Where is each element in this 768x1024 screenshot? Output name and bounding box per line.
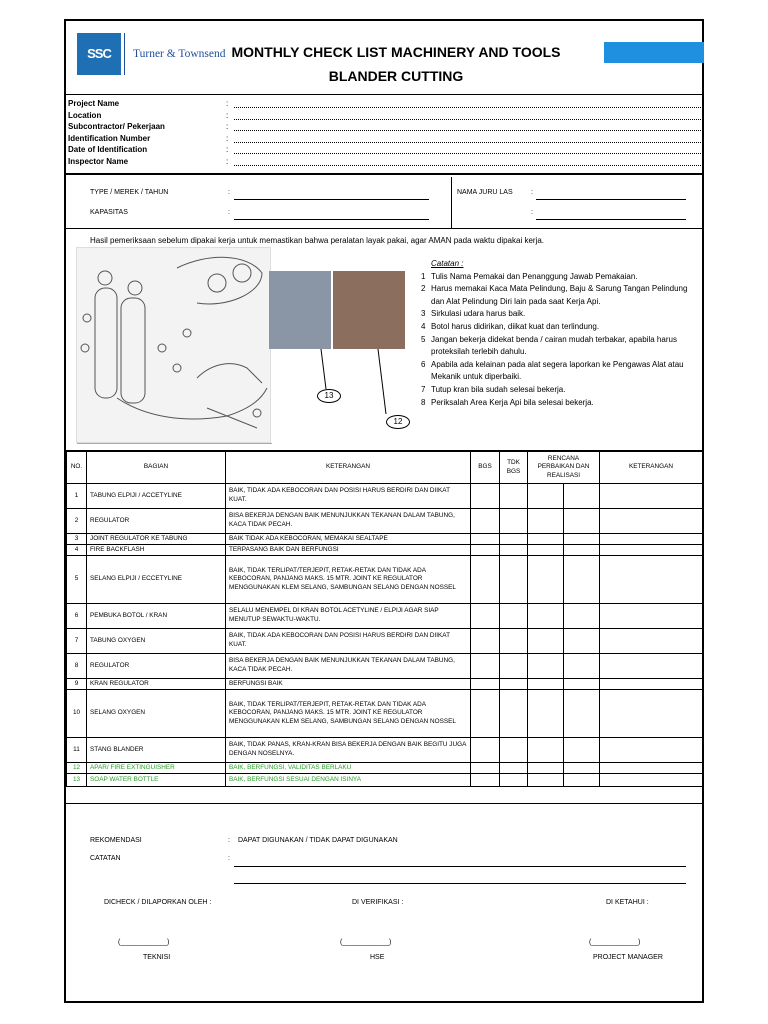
date-of-identification-label: Date of Identification bbox=[68, 145, 148, 154]
document-title: MONTHLY CHECK LIST MACHINERY AND TOOLS bbox=[231, 44, 561, 60]
document-subtitle: BLANDER CUTTING bbox=[328, 68, 464, 84]
row-rencana-cell[interactable] bbox=[528, 556, 564, 604]
verified-by-label: DI VERIFIKASI : bbox=[352, 899, 404, 906]
inspection-intro-text: Hasil pemeriksaan sebelum dipakai kerja untuk memastikan bahwa peralatan layak pakai, agar AMAN pada waktu dipakai kerja. bbox=[90, 236, 545, 245]
catatan-field-line-2[interactable] bbox=[234, 883, 686, 884]
project-info-section: Project Name Location Subcontractor/ Pekerjaan Identification Number Date of Identification Inspector Name : : : : : : bbox=[66, 97, 702, 175]
row-number: 11 bbox=[67, 738, 87, 763]
col-bagian-header: BAGIAN bbox=[87, 452, 226, 484]
row-rencana-cell[interactable] bbox=[528, 690, 564, 738]
row-bagian: SELANG OXYGEN bbox=[87, 690, 226, 738]
rekomendasi-label: REKOMENDASI bbox=[90, 837, 142, 844]
row-number: 3 bbox=[67, 534, 87, 545]
table-row bbox=[67, 763, 703, 774]
row-realisasi-cell[interactable] bbox=[564, 484, 600, 509]
row-rencana-cell[interactable] bbox=[528, 509, 564, 534]
row-realisasi-cell[interactable] bbox=[564, 629, 600, 654]
row-keterangan: BAIK, TIDAK PANAS, KRAN-KRAN BISA BEKERJA DENGAN BAIK BEGITU JUGA DENGAN NOSELNYA. bbox=[226, 738, 471, 763]
row-keterangan2-cell[interactable] bbox=[600, 484, 703, 509]
row-tdk-bgs-checkbox[interactable] bbox=[500, 690, 528, 738]
row-bgs-checkbox[interactable] bbox=[471, 774, 500, 787]
row-bagian: APAR/ FIRE EXTINGUISHER bbox=[87, 763, 226, 774]
table-row bbox=[67, 774, 703, 787]
table-row bbox=[67, 556, 703, 604]
fire-extinguisher-photo bbox=[333, 271, 405, 349]
row-number: 8 bbox=[67, 654, 87, 679]
project-name-label: Project Name bbox=[68, 99, 120, 108]
row-tdk-bgs-checkbox[interactable] bbox=[500, 484, 528, 509]
row-keterangan2-cell[interactable] bbox=[600, 509, 703, 534]
row-realisasi-cell[interactable] bbox=[564, 509, 600, 534]
row-number: 4 bbox=[67, 545, 87, 556]
pm-role: PROJECT MANAGER bbox=[593, 954, 663, 961]
row-keterangan2-cell[interactable] bbox=[600, 774, 703, 787]
row-bgs-checkbox[interactable] bbox=[471, 509, 500, 534]
kapasitas-label: KAPASITAS bbox=[90, 209, 128, 216]
table-row bbox=[67, 679, 703, 690]
row-tdk-bgs-checkbox[interactable] bbox=[500, 604, 528, 629]
row-rencana-cell[interactable] bbox=[528, 679, 564, 690]
row-number: 9 bbox=[67, 679, 87, 690]
table-row bbox=[67, 509, 703, 534]
checklist-sheet bbox=[64, 19, 704, 1003]
row-rencana-cell[interactable] bbox=[528, 654, 564, 679]
col-rencana-header: RENCANA PERBAIKAN DAN REALISASI bbox=[528, 452, 600, 484]
inspection-info-section bbox=[66, 229, 702, 451]
callout-12: 12 bbox=[386, 415, 410, 429]
location-field[interactable] bbox=[234, 111, 703, 120]
row-rencana-cell[interactable] bbox=[528, 484, 564, 509]
row-tdk-bgs-checkbox[interactable] bbox=[500, 556, 528, 604]
row-rencana-cell[interactable] bbox=[528, 629, 564, 654]
table-row bbox=[67, 545, 703, 556]
row-bgs-checkbox[interactable] bbox=[471, 556, 500, 604]
known-by-label: DI KETAHUI : bbox=[606, 899, 649, 906]
row-tdk-bgs-checkbox[interactable] bbox=[500, 534, 528, 545]
row-tdk-bgs-checkbox[interactable] bbox=[500, 679, 528, 690]
row-rencana-cell[interactable] bbox=[528, 763, 564, 774]
note-item: 5 Jangan bekerja didekat benda / cairan mudah terbakar, apabila harus proteksilah terlebih dahulu. bbox=[421, 334, 677, 357]
approval-section: REKOMENDASI : DAPAT DIGUNAKAN / TIDAK DAPAT DIGUNAKAN CATATAN : DICHECK / DILAPORKAN OLEH : DI VERIFIKASI : DI KETAHUI : (____________) (____________) (____________) TEKNISI HSE PROJECT MANAGER bbox=[66, 803, 702, 1003]
equipment-type-section: TYPE / MEREK / TAHUN : KAPASITAS : NAMA JURU LAS : : bbox=[66, 177, 702, 229]
juru-las-extra-field[interactable] bbox=[536, 219, 686, 220]
row-realisasi-cell[interactable] bbox=[564, 763, 600, 774]
pm-signature[interactable]: (____________) bbox=[589, 939, 641, 946]
row-bgs-checkbox[interactable] bbox=[471, 534, 500, 545]
inspector-name-label: Inspector Name bbox=[68, 156, 129, 166]
row-keterangan2-cell[interactable] bbox=[600, 534, 703, 545]
row-number: 2 bbox=[67, 509, 87, 534]
row-number: 6 bbox=[67, 604, 87, 629]
note-item: 8 Periksalah Area Kerja Api bila selesai bekerja. bbox=[421, 397, 594, 407]
note-item: 1 Tulis Nama Pemakai dan Penanggung Jawab Pemakaian. bbox=[421, 271, 638, 281]
type-merek-tahun-label: TYPE / MEREK / TAHUN bbox=[90, 189, 169, 196]
row-rencana-cell[interactable] bbox=[528, 738, 564, 763]
row-realisasi-cell[interactable] bbox=[564, 534, 600, 545]
table-row bbox=[67, 738, 703, 763]
row-tdk-bgs-checkbox[interactable] bbox=[500, 654, 528, 679]
col-no-header: NO. bbox=[67, 452, 87, 484]
row-bgs-checkbox[interactable] bbox=[471, 679, 500, 690]
row-realisasi-cell[interactable] bbox=[564, 679, 600, 690]
row-keterangan2-cell[interactable] bbox=[600, 679, 703, 690]
row-realisasi-cell[interactable] bbox=[564, 545, 600, 556]
table-row bbox=[67, 484, 703, 509]
checked-by-label: DICHECK / DILAPORKAN OLEH : bbox=[104, 899, 212, 906]
row-bagian: TABUNG OXYGEN bbox=[87, 629, 226, 654]
table-header-row bbox=[67, 452, 703, 484]
row-rencana-cell[interactable] bbox=[528, 604, 564, 629]
row-realisasi-cell[interactable] bbox=[564, 690, 600, 738]
nama-juru-las-label: NAMA JURU LAS bbox=[457, 189, 513, 196]
row-keterangan: BAIK TIDAK ADA KEBOCORAN, MEMAKAI SEALTAPE bbox=[226, 534, 471, 545]
callout-leader-lines-icon bbox=[306, 344, 406, 424]
type-merek-tahun-field[interactable] bbox=[234, 199, 429, 200]
row-bgs-checkbox[interactable] bbox=[471, 654, 500, 679]
row-number: 1 bbox=[67, 484, 87, 509]
row-keterangan: SELALU MENEMPEL DI KRAN BOTOL ACETYLINE / ELPIJI AGAR SIAP MENUTUP SEWAKTU-WAKTU. bbox=[226, 604, 471, 629]
row-keterangan2-cell[interactable] bbox=[600, 654, 703, 679]
row-keterangan2-cell[interactable] bbox=[600, 690, 703, 738]
row-number: 7 bbox=[67, 629, 87, 654]
row-keterangan2-cell[interactable] bbox=[600, 545, 703, 556]
row-tdk-bgs-checkbox[interactable] bbox=[500, 774, 528, 787]
row-keterangan: BERFUNGSI BAIK bbox=[226, 679, 471, 690]
note-item: 2 Harus memakai Kaca Mata Pelindung, Baju & Sarung Tangan Pelindung dan Alat Pelindung Diri lain pada saat Kerja Api. bbox=[421, 284, 688, 306]
catatan-label: CATATAN bbox=[90, 855, 121, 862]
row-bagian: SELANG ELPIJI / ECCETYLINE bbox=[87, 556, 226, 604]
row-bgs-checkbox[interactable] bbox=[471, 484, 500, 509]
subcontractor-field[interactable] bbox=[234, 122, 703, 131]
row-tdk-bgs-checkbox[interactable] bbox=[500, 629, 528, 654]
inspector-name-field[interactable] bbox=[234, 157, 703, 166]
row-number: 13 bbox=[67, 774, 87, 787]
col-keterangan2-header: KETERANGAN bbox=[600, 452, 703, 484]
row-keterangan: TERPASANG BAIK DAN BERFUNGSI bbox=[226, 545, 471, 556]
row-realisasi-cell[interactable] bbox=[564, 604, 600, 629]
location-label: Location bbox=[68, 110, 102, 120]
row-bgs-checkbox[interactable] bbox=[471, 604, 500, 629]
document-header bbox=[66, 21, 702, 95]
notes-title: Catatan : bbox=[431, 259, 464, 268]
oxygen-cylinder-photo bbox=[269, 271, 331, 349]
row-bgs-checkbox[interactable] bbox=[471, 763, 500, 774]
row-realisasi-cell[interactable] bbox=[564, 556, 600, 604]
row-number: 12 bbox=[67, 763, 87, 774]
table-row bbox=[67, 604, 703, 629]
row-keterangan: BAIK, TIDAK TERLIPAT/TERJEPIT, RETAK-RETAK DAN TIDAK ADA KEBOCORAN, PANJANG MAKS. 15 MTR. JOINT KE REGULATOR MENGGUNAKAN KLEM SELANG, SAMBUNGAN SELANG DENGAN NOSSEL bbox=[226, 690, 471, 738]
table-row bbox=[67, 629, 703, 654]
row-keterangan: BAIK, TIDAK TERLIPAT/TERJEPIT, RETAK-RETAK DAN TIDAK ADA KEBOCORAN, PANJANG MAKS. 15 MTR. JOINT KE REGULATOR MENGGUNAKAN KLEM SELANG, SAMBUNGAN SELANG DENGAN NOSSEL bbox=[226, 556, 471, 604]
row-keterangan: BAIK, BERFUNGSI, VALIDITAS BERLAKU bbox=[226, 763, 471, 774]
row-rencana-cell[interactable] bbox=[528, 774, 564, 787]
col-tdk-bgs-header: TDK BGS bbox=[500, 452, 528, 484]
row-keterangan2-cell[interactable] bbox=[600, 604, 703, 629]
row-bagian: KRAN REGULATOR bbox=[87, 679, 226, 690]
row-bgs-checkbox[interactable] bbox=[471, 545, 500, 556]
row-bagian: PEMBUKA BOTOL / KRAN bbox=[87, 604, 226, 629]
row-keterangan2-cell[interactable] bbox=[600, 763, 703, 774]
row-realisasi-cell[interactable] bbox=[564, 738, 600, 763]
turner-townsend-logo: Turner & Townsend bbox=[124, 33, 216, 75]
row-bagian: REGULATOR bbox=[87, 654, 226, 679]
col-bgs-header: BGS bbox=[471, 452, 500, 484]
identification-number-label: Identification Number bbox=[68, 133, 151, 143]
callout-13: 13 bbox=[317, 389, 341, 403]
row-bgs-checkbox[interactable] bbox=[471, 738, 500, 763]
row-tdk-bgs-checkbox[interactable] bbox=[500, 738, 528, 763]
hse-role: HSE bbox=[370, 954, 385, 961]
row-realisasi-cell[interactable] bbox=[564, 654, 600, 679]
row-keterangan2-cell[interactable] bbox=[600, 629, 703, 654]
row-tdk-bgs-checkbox[interactable] bbox=[500, 545, 528, 556]
project-name-field[interactable] bbox=[234, 99, 703, 108]
kapasitas-field[interactable] bbox=[234, 219, 429, 220]
row-keterangan: BISA BEKERJA DENGAN BAIK MENUNJUKKAN TEKANAN DALAM TABUNG, KACA TIDAK PECAH. bbox=[226, 654, 471, 679]
row-bagian: SOAP WATER BOTTLE bbox=[87, 774, 226, 787]
teknisi-signature[interactable]: (____________) bbox=[118, 939, 170, 946]
row-tdk-bgs-checkbox[interactable] bbox=[500, 509, 528, 534]
row-bgs-checkbox[interactable] bbox=[471, 690, 500, 738]
safety-notes bbox=[421, 258, 703, 409]
note-item: 7 Tutup kran bila sudah selesai bekerja. bbox=[421, 384, 566, 394]
note-item: 4 Botol harus didirikan, diikat kuat dan terlindung. bbox=[421, 321, 600, 331]
row-bagian: JOINT REGULATOR KE TABUNG bbox=[87, 534, 226, 545]
header-accent-block bbox=[604, 42, 704, 63]
note-item: 3 Sirkulasi udara harus baik. bbox=[421, 309, 526, 319]
catatan-field-line-1[interactable] bbox=[234, 866, 686, 867]
hse-signature[interactable]: (____________) bbox=[340, 939, 392, 946]
row-number: 5 bbox=[67, 556, 87, 604]
teknisi-role: TEKNISI bbox=[143, 954, 171, 961]
table-row bbox=[67, 654, 703, 679]
row-keterangan: BISA BEKERJA DENGAN BAIK MENUNJUKKAN TEKANAN DALAM TABUNG, KACA TIDAK PECAH. bbox=[226, 509, 471, 534]
row-keterangan2-cell[interactable] bbox=[600, 556, 703, 604]
row-bagian: TABUNG ELPIJI / ACCETYLINE bbox=[87, 484, 226, 509]
ssc-logo: SSC bbox=[77, 33, 121, 75]
checklist-table bbox=[66, 451, 703, 787]
row-bgs-checkbox[interactable] bbox=[471, 629, 500, 654]
col-keterangan-header: KETERANGAN bbox=[226, 452, 471, 484]
row-keterangan: BAIK, TIDAK ADA KEBOCORAN DAN POSISI HARUS BERDIRI DAN DIIKAT KUAT. bbox=[226, 629, 471, 654]
row-rencana-cell[interactable] bbox=[528, 534, 564, 545]
row-realisasi-cell[interactable] bbox=[564, 774, 600, 787]
table-row bbox=[67, 690, 703, 738]
row-bagian: REGULATOR bbox=[87, 509, 226, 534]
note-item: 6 Apabila ada kelainan pada alat segera laporkan ke Pengawas Alat atau Mekanik untuk diperbaiki. bbox=[421, 359, 684, 382]
cutting-torch-illustration bbox=[76, 247, 271, 443]
row-rencana-cell[interactable] bbox=[528, 545, 564, 556]
subcontractor-label: Subcontractor/ Pekerjaan bbox=[68, 122, 165, 131]
table-row bbox=[67, 534, 703, 545]
row-bagian: STANG BLANDER bbox=[87, 738, 226, 763]
welding-setup-drawing-icon bbox=[77, 248, 272, 444]
rekomendasi-options[interactable]: DAPAT DIGUNAKAN / TIDAK DAPAT DIGUNAKAN bbox=[238, 837, 398, 844]
row-keterangan: BAIK, BERFUNGSI SESUAI DENGAN ISINYA bbox=[226, 774, 471, 787]
row-tdk-bgs-checkbox[interactable] bbox=[500, 763, 528, 774]
identification-number-field[interactable] bbox=[234, 134, 703, 143]
nama-juru-las-field[interactable] bbox=[536, 199, 686, 200]
row-number: 10 bbox=[67, 690, 87, 738]
row-keterangan2-cell[interactable] bbox=[600, 738, 703, 763]
row-bagian: FIRE BACKFLASH bbox=[87, 545, 226, 556]
date-of-identification-field[interactable] bbox=[234, 145, 703, 154]
row-keterangan: BAIK, TIDAK ADA KEBOCORAN DAN POSISI HARUS BERDIRI DAN DIIKAT KUAT. bbox=[226, 484, 471, 509]
